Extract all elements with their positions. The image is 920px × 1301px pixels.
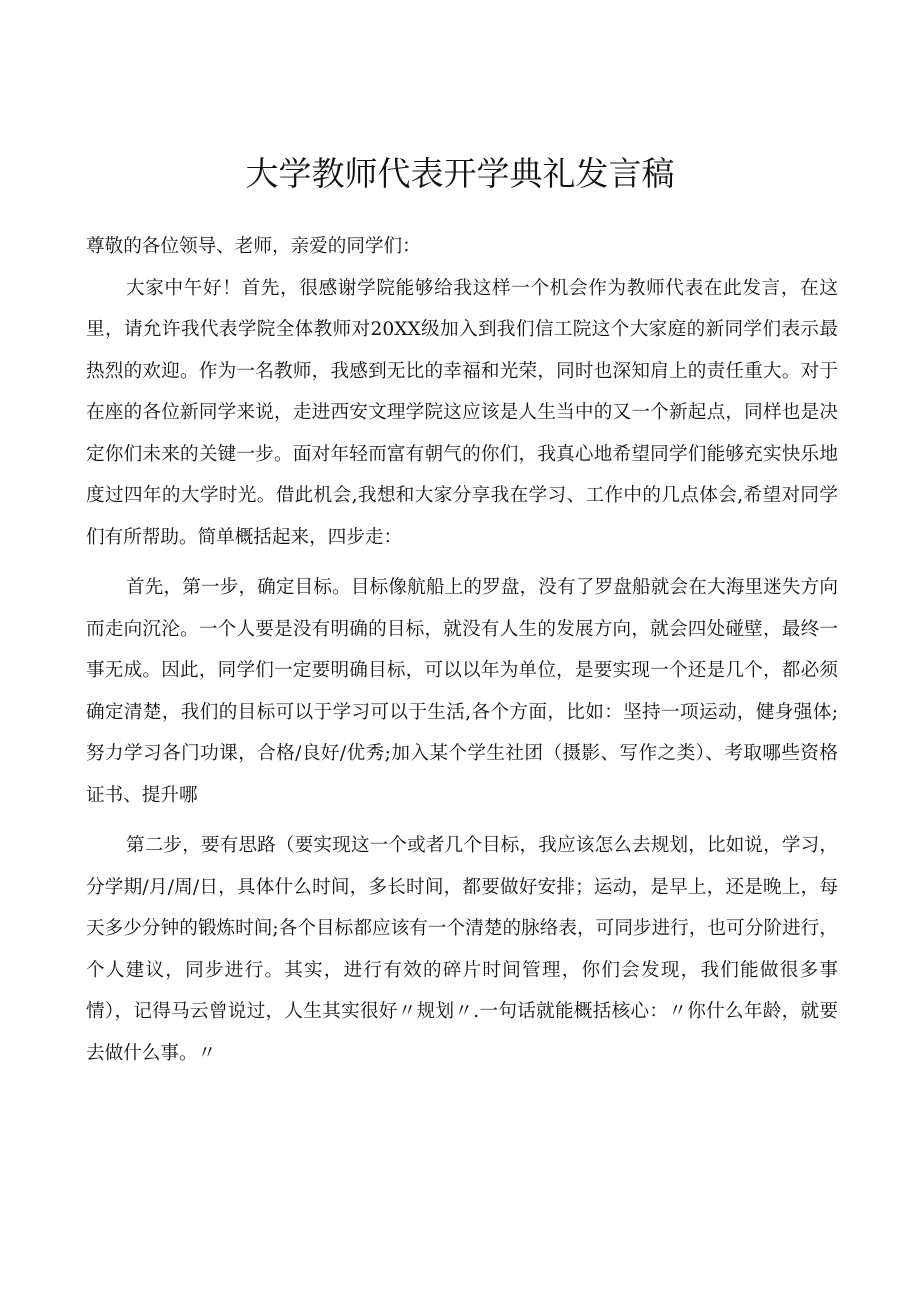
greeting-line: 尊敬的各位领导、老师，亲爱的同学们： [86,236,421,257]
paragraph-intro: 大家中午好！首先，很感谢学院能够给我这样一个机会作为教师代表在此发言，在这里，请允许我代表学院全体教师对20XX级加入到我们信工院这个大家庭的新同学们表示最热烈的欢迎。作为一名教师，我感到无比的幸福和光荣，同时也深知肩上的责任重大。对于在座的各位新同学来说，走进西安文理学院这应该是人生当中的又一个新起点，同样也是决定你们未来的关键一步。面对年轻而富有朝气的你们，我真心地希望同学们能够充实快乐地度过四年的大学时光。借此机会,我想和大家分享我在学习、工作中的几点体会,希望对同学们有所帮助。简单概括起来，四步走： [86,277,838,548]
document-title: 大学教师代表开学典礼发言稿 [245,154,675,193]
document-body [86,226,838,1074]
paragraph-step-one: 首先，第一步，确定目标。目标像航船上的罗盘，没有了罗盘船就会在大海里迷失方向而走向沉沦。一个人要是没有明确的目标，就没有人生的发展方向，就会四处碰壁，最终一事无成。因此，同学们一定要明确目标，可以以年为单位，是要实现一个还是几个，都必须确定清楚，我们的目标可以于学习可以于生活,各个方面，比如：坚持一项运动，健身强体;努力学习各门功课，合格/良好/优秀;加入某个学生社团（摄影、写作之类）、考取哪些资格证书、提升哪 [86,577,838,806]
paragraph-step-two: 第二步，要有思路（要实现这一个或者几个目标，我应该怎么去规划，比如说，学习，分学期/月/周/日，具体什么时间，多长时间，都要做好安排；运动，是早上，还是晚上，每天多少分钟的锻炼时间;各个目标都应该有一个清楚的脉络表，可同步进行，也可分阶进行，个人建议，同步进行。其实，进行有效的碎片时间管理，你们会发现，我们能做很多事情），记得马云曾说过，人生其实很好〃规划〃.一句话就能概括核心：〃你什么年龄，就要去做什么事。〃 [86,835,838,1064]
